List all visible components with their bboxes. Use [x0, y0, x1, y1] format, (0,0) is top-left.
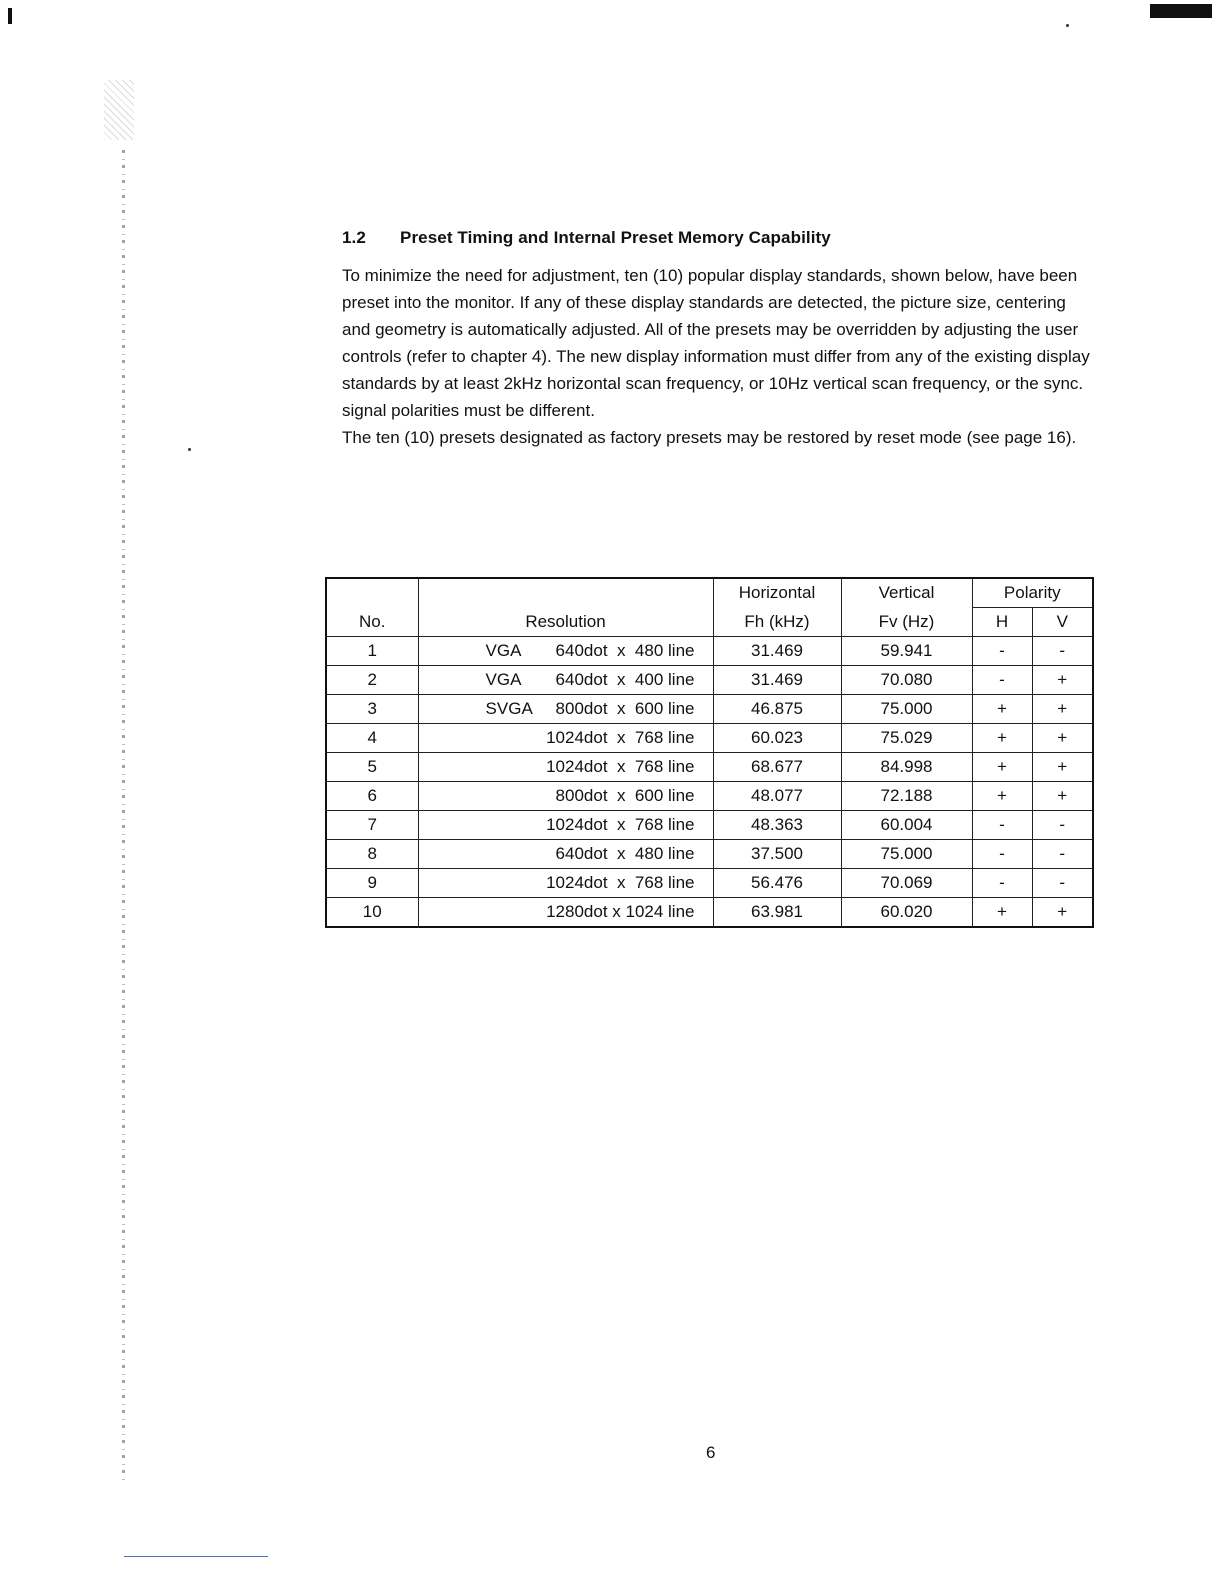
cell-no: 1: [326, 637, 418, 666]
preset-timing-table: [325, 577, 1094, 928]
cell-no: 7: [326, 811, 418, 840]
header-fh-unit: Fh (kHz): [713, 608, 841, 637]
section-title: Preset Timing and Internal Preset Memory Capability: [400, 228, 831, 247]
cell-no: 5: [326, 753, 418, 782]
cell-resolution-value: 1024dot x 768 line: [546, 728, 695, 747]
paragraph: To minimize the need for adjustment, ten (10) popular display standards, shown below, have been preset into the monitor. If any of these display standards are detected, the picture size, centering and geometry is automatically adjusted. All of the presets may be overridden by adjusting the user controls (refer to chapter 4). The new display information must differ from any of the existing display standards by at least 2kHz horizontal scan frequency, or 10Hz vertical scan frequency, or the sync. signal polarities must be different.: [342, 266, 1090, 420]
cell-resolution: [418, 811, 713, 840]
cell-v-polarity: +: [1032, 695, 1093, 724]
cell-v-polarity: -: [1032, 637, 1093, 666]
cell-mode: VGA: [485, 641, 522, 660]
cell-v-polarity: -: [1032, 840, 1093, 869]
header-no: No.: [326, 578, 418, 637]
cell-fv: 75.000: [841, 840, 972, 869]
cell-fv: 75.000: [841, 695, 972, 724]
cell-no: 6: [326, 782, 418, 811]
cell-resolution-value: 1024dot x 768 line: [546, 873, 695, 892]
cell-no: 10: [326, 898, 418, 928]
table-row: [326, 753, 1093, 782]
header-polarity: Polarity: [972, 578, 1093, 608]
table-row: [326, 898, 1093, 928]
cell-resolution-value: 1024dot x 768 line: [546, 815, 695, 834]
cell-resolution: [418, 695, 713, 724]
cell-mode: VGA: [485, 670, 522, 689]
cell-resolution-value: 640dot x 480 line: [555, 844, 695, 863]
cell-resolution: [418, 869, 713, 898]
cell-fh: 60.023: [713, 724, 841, 753]
cell-h-polarity: +: [972, 753, 1032, 782]
cell-resolution: [418, 840, 713, 869]
cell-resolution: [418, 753, 713, 782]
header-horizontal: Horizontal: [713, 578, 841, 608]
cell-resolution-value: 1280dot x 1024 line: [546, 902, 695, 921]
table-row: [326, 724, 1093, 753]
cell-resolution-value: 640dot x 480 line: [555, 641, 695, 660]
page-number: 6: [706, 1443, 716, 1462]
header-vertical: Vertical: [841, 578, 972, 608]
cell-fh: 48.363: [713, 811, 841, 840]
table-row: [326, 869, 1093, 898]
table-row: [326, 811, 1093, 840]
table-row: [326, 840, 1093, 869]
paragraph: The ten (10) presets designated as factory presets may be restored by reset mode (see page 16).: [342, 428, 1077, 447]
scan-artifact-line: [124, 1556, 268, 1557]
cell-h-polarity: -: [972, 869, 1032, 898]
header-resolution: Resolution: [418, 578, 713, 637]
cell-fh: 68.677: [713, 753, 841, 782]
cell-resolution: [418, 637, 713, 666]
cell-v-polarity: +: [1032, 898, 1093, 928]
cell-v-polarity: -: [1032, 869, 1093, 898]
cell-fh: 48.077: [713, 782, 841, 811]
table-row: [326, 782, 1093, 811]
cell-resolution-value: 800dot x 600 line: [555, 699, 695, 718]
scan-artifact-mark: [8, 8, 12, 24]
header-fv-unit: Fv (Hz): [841, 608, 972, 637]
cell-resolution: [418, 782, 713, 811]
section-number: 1.2: [342, 228, 366, 247]
cell-fv: 70.069: [841, 869, 972, 898]
cell-fh: 31.469: [713, 637, 841, 666]
cell-v-polarity: +: [1032, 724, 1093, 753]
cell-no: 3: [326, 695, 418, 724]
cell-no: 9: [326, 869, 418, 898]
cell-resolution: [418, 724, 713, 753]
cell-fv: 70.080: [841, 666, 972, 695]
cell-fh: 46.875: [713, 695, 841, 724]
cell-h-polarity: -: [972, 666, 1032, 695]
cell-h-polarity: +: [972, 724, 1032, 753]
cell-fv: 60.020: [841, 898, 972, 928]
cell-v-polarity: -: [1032, 811, 1093, 840]
table-row: [326, 666, 1093, 695]
scan-speck: [188, 448, 191, 451]
cell-fv: 59.941: [841, 637, 972, 666]
cell-no: 8: [326, 840, 418, 869]
table-row: [326, 637, 1093, 666]
header-v: V: [1032, 608, 1093, 637]
cell-h-polarity: +: [972, 782, 1032, 811]
cell-fv: 60.004: [841, 811, 972, 840]
scan-speck: [1066, 24, 1069, 27]
body-text: [342, 262, 1092, 451]
cell-resolution-value: 800dot x 600 line: [555, 786, 695, 805]
cell-no: 4: [326, 724, 418, 753]
scan-artifact-bar: [1150, 4, 1212, 18]
header-h: H: [972, 608, 1032, 637]
cell-h-polarity: +: [972, 898, 1032, 928]
cell-fv: 84.998: [841, 753, 972, 782]
table-header-row: [326, 578, 1093, 608]
cell-no: 2: [326, 666, 418, 695]
cell-resolution: [418, 898, 713, 928]
cell-resolution-value: 1024dot x 768 line: [546, 757, 695, 776]
cell-v-polarity: +: [1032, 666, 1093, 695]
cell-v-polarity: +: [1032, 782, 1093, 811]
cell-fh: 37.500: [713, 840, 841, 869]
cell-fv: 75.029: [841, 724, 972, 753]
cell-h-polarity: -: [972, 637, 1032, 666]
scan-artifact-noise: [104, 80, 134, 140]
cell-v-polarity: +: [1032, 753, 1093, 782]
cell-h-polarity: -: [972, 840, 1032, 869]
scan-artifact-edge: [122, 150, 125, 1480]
table-row: [326, 695, 1093, 724]
cell-fh: 31.469: [713, 666, 841, 695]
cell-fh: 63.981: [713, 898, 841, 928]
cell-h-polarity: +: [972, 695, 1032, 724]
cell-mode: SVGA: [485, 699, 533, 718]
cell-fv: 72.188: [841, 782, 972, 811]
cell-h-polarity: -: [972, 811, 1032, 840]
cell-resolution-value: 640dot x 400 line: [555, 670, 695, 689]
cell-resolution: [418, 666, 713, 695]
cell-fh: 56.476: [713, 869, 841, 898]
section-heading: [342, 228, 831, 248]
